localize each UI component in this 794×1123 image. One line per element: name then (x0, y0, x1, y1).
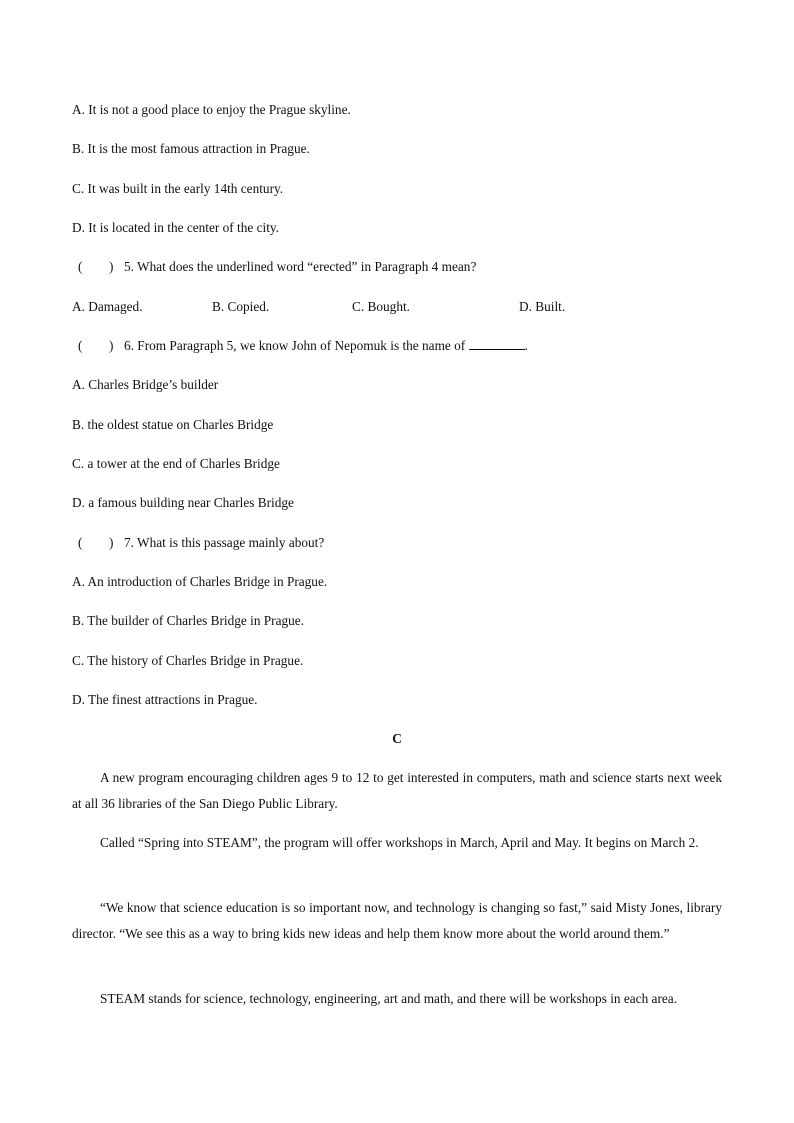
answer-blank (469, 337, 525, 350)
section-heading: C (392, 731, 402, 746)
question-text: 6. From Paragraph 5, we know John of Nepomuk is the name of (124, 338, 466, 353)
q5-option-c: C. Bought. (352, 299, 410, 314)
question-7 (72, 534, 324, 552)
q7-option-b: B. The builder of Charles Bridge in Prague. (72, 613, 305, 628)
q4-option-b: B. It is the most famous attraction in Prague. (72, 141, 310, 156)
q5-option-d: D. Built. (519, 299, 566, 314)
paragraph-4: STEAM stands for science, technology, engineering, art and math, and there will be workshops in each area. (100, 991, 677, 1006)
paragraph-3: “We know that science education is so important now, and technology is changing so fast,” said Misty Jones, library director. “We see this as a way to bring kids new ideas and help them know more about the world around them.” (72, 900, 722, 941)
question-6 (72, 337, 528, 355)
answer-bracket: ( ) (78, 259, 114, 274)
q6-option-c: C. a tower at the end of Charles Bridge (72, 456, 280, 471)
q4-option-d: D. It is located in the center of the city. (72, 220, 280, 235)
q4-option-c: C. It was built in the early 14th century. (72, 181, 284, 196)
q4-option-a: A. It is not a good place to enjoy the Prague skyline. (72, 102, 351, 117)
q7-option-a: A. An introduction of Charles Bridge in Prague. (72, 574, 328, 589)
q6-option-a: A. Charles Bridge’s builder (72, 377, 219, 392)
paragraph-1: A new program encouraging children ages 9 to 12 to get interested in computers, math and science starts next week at all 36 libraries of the San Diego Public Library. (72, 770, 722, 811)
question-end: . (524, 338, 528, 353)
question-text: 5. What does the underlined word “erected” in Paragraph 4 mean? (124, 259, 477, 274)
q7-option-c: C. The history of Charles Bridge in Prague. (72, 653, 304, 668)
answer-bracket: ( ) (78, 338, 114, 353)
q7-option-d: D. The finest attractions in Prague. (72, 692, 258, 707)
q6-option-b: B. the oldest statue on Charles Bridge (72, 417, 274, 432)
question-5 (72, 258, 476, 276)
paragraph-2: Called “Spring into STEAM”, the program will offer workshops in March, April and May. It begins on March 2. (100, 835, 699, 850)
q6-option-d: D. a famous building near Charles Bridge (72, 495, 294, 510)
answer-bracket: ( ) (78, 535, 114, 550)
q5-option-b: B. Copied. (212, 299, 270, 314)
question-text: 7. What is this passage mainly about? (124, 535, 325, 550)
q5-option-a: A. Damaged. (72, 299, 143, 314)
